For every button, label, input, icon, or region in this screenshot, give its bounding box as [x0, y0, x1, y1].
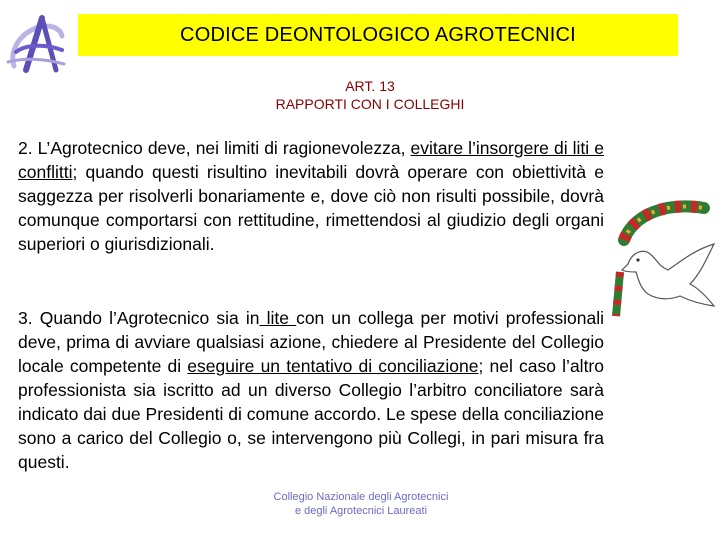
footer-line-1: Collegio Nazionale degli Agrotecnici: [273, 491, 449, 503]
footer: [250, 490, 472, 518]
footer-line-2: e degli Agrotecnici Laureati: [294, 505, 428, 517]
paragraph-3-underlined-conciliazione: eseguire un tentativo di conciliazione: [187, 356, 479, 376]
paragraph-3-underlined-lite: lite: [259, 308, 297, 328]
paragraph-2-underlined: evitare l’insorgere di liti e conflitti: [18, 138, 604, 182]
article-title: RAPPORTI CON I COLLEGHI: [275, 96, 465, 112]
paragraph-3-text-c: con un collega per motivi professionali deve, prima di avviare qualsiasi azione, chiedere al Presidente del Collegio locale competente di: [18, 308, 604, 376]
paragraph-2: [18, 136, 604, 256]
paragraph-3-text-a: 3. Quando l’Agrotecnico sia in: [18, 308, 260, 328]
page-title-banner: [78, 14, 678, 56]
agrotecnici-logo: [2, 14, 68, 74]
dove-icon: [610, 196, 720, 330]
paragraph-2-text-a: 2. L’Agrotecnico deve, nei limiti di ragionevolezza,: [18, 138, 411, 158]
page-title: CODICE DEONTOLOGICO AGROTECNICI: [180, 23, 576, 46]
paragraph-3: [18, 306, 604, 474]
paragraph-3-text-e: ; nel caso l’altro professionista sia iscritto ad un diverso Collegio l’arbitro conciliatore sarà indicato dai due Presidenti di comune accordo. Le spese della conciliazione sono a carico del Collegio o, se intervengono più Collegi, in pari misura fra questi.: [18, 356, 604, 472]
article-number: ART. 13: [345, 78, 395, 94]
paragraph-2-text-c: ; quando questi risultino inevitabili dovrà operare con obiettività e saggezza per risolverli bonariamente e, dove ciò non risulti possibile, dovrà comunque comportarsi con rettitudine, rimettendosi al giudizio degli organi superiori o giurisdizionali.: [18, 162, 604, 254]
